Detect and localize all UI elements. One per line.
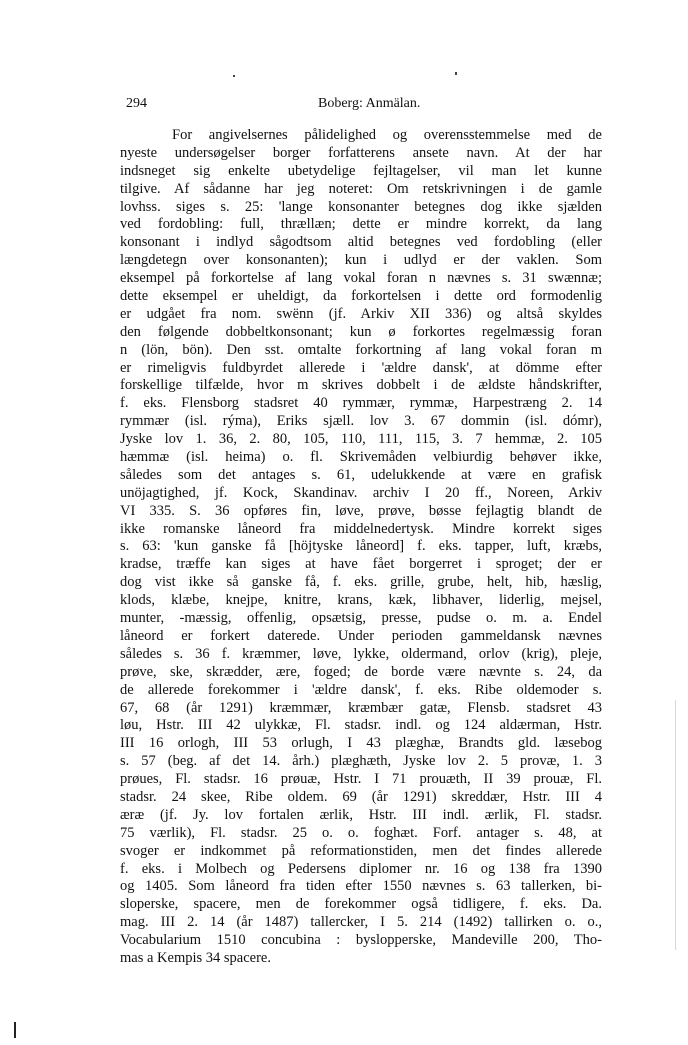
text-line: løu, Hstr. III 42 ulykkæ, Fl. stadsr. indl. og 124 aldærman, Hstr. [120,717,602,734]
page-number: 294 [126,96,147,111]
text-line: f. eks. Flensborg stadsret 40 rymmær, rymmæ, Harpestræng 2. 14 [120,395,602,412]
text-line: s. 57 (beg. af det 14. årh.) plæghæth, Jyske lov 2. 5 provæ, 1. 3 [120,753,602,770]
text-line: svoger er indkommet på reformationstiden, men det findes allerede [120,842,602,859]
text-line: ikke romanske låneord fra middelnedertysk. Mindre korrekt siges [120,520,602,537]
text-line: konsonant i indlyd sågodtsom altid betegnes ved fordobling (eller [120,234,602,251]
text-line: prøues, Fl. stadsr. 16 prøuæ, Hstr. I 71 prouæth, II 39 prouæ, Fl. [120,771,602,788]
text-line: den følgende dobbeltkonsonant; kun ø forkortes regelmæssig foran [120,323,602,340]
text-line: VI 335. S. 36 opføres fin, løve, prøve, bøsse fejlagtig blandt de [120,502,602,519]
text-line: de allerede forekommer i 'ældre dansk', f. eks. Ribe oldemoder s. [120,681,602,698]
body-text [120,127,602,968]
text-line: og 1405. Som låneord fra tiden efter 1550 nævnes s. 63 tallerken, bi- [120,878,602,895]
text-line: således s. 36 f. kræmmer, løve, lykke, oldermand, orlov (krig), pleje, [120,645,602,662]
text-line: tilgive. Af sådanne har jeg noteret: Om retskrivningen i de gamle [120,180,602,197]
text-line: unöjagtighed, jf. Kock, Skandinav. archiv I 20 ff., Noreen, Arkiv [120,484,602,501]
text-line: III 16 orlogh, III 53 orlugh, I 43 plæghæ, Brandts gld. læsebog [120,735,602,752]
text-line: dette eksempel er uheldigt, da forkortelsen i dette ord formodenlig [120,288,602,305]
text-line: f. eks. i Molbech og Pedersens diplomer nr. 16 og 138 fra 1390 [120,860,602,877]
text-line: rymmær (isl. rýma), Eriks sjæll. lov 3. 67 dommin (isl. dómr), [120,413,602,430]
text-line: klods, klæbe, knejpe, knitre, krans, kæk, libhaver, liderlig, mejsel, [120,592,602,609]
text-line: forskellige tilfælde, hvor m skrives dobbelt i de ældste håndskrifter, [120,377,602,394]
text-line: indsneget sig enkelte ubetydelige fejltagelser, vil man let kunne [120,162,602,179]
text-line: er udgået fra nom. swënn (jf. Arkiv XII 336) og altså skyldes [120,305,602,322]
text-line: 75 værlik), Fl. stadsr. 25 o. o. foghæt. Forf. antager s. 48, at [120,824,602,841]
text-line: hæmmæ (isl. heima) o. fl. Skrivemåden velbiurdig behøver ikke, [120,449,602,466]
text-line: For angivelsernes pålidelighed og overensstemmelse med de [172,127,602,143]
margin-mark [14,1022,16,1038]
page-header [126,96,598,116]
text-line: ved fordobling: full, thrællæn; dette er mindre korrekt, da lang [120,216,602,233]
speck-mark [233,75,235,77]
text-line: længdetegn over konsonanten); kun i udlyd er der vaklen. Som [120,252,602,269]
text-line: munter, -mæssig, offenlig, opsætsig, presse, pudse o. m. a. Endel [120,610,602,627]
text-line: mag. III 2. 14 (år 1487) tallercker, I 5. 214 (1492) tallirken o. o., [120,914,602,931]
text-line: æræ (jf. Jy. lov fortalen ærlik, Hstr. III indl. ærlik, Fl. stadsr. [120,806,602,823]
text-line: således som det antages s. 61, udelukkende at være en grafisk [120,466,602,483]
text-line: s. 63: 'kun ganske få [höjtyske låneord] f. eks. tapper, luft, kræbs, [120,538,602,555]
text-line: dog vist ikke så ganske få, f. eks. grille, grube, helt, hib, hæslig, [120,574,602,591]
running-head: Boberg: Anmälan. [318,96,421,111]
text-line: er rimeligvis fuldbyrdet allerede i 'ældre dansk', at dömme efter [120,359,602,376]
text-line: stadsr. 24 skee, Ribe oldem. 69 (år 1291) skreddær, Hstr. III 4 [120,788,602,805]
text-line: 67, 68 (år 1291) kræmmær, kræmbær gatæ, Flensb. stadsret 43 [120,699,602,716]
text-line: n (lön, bön). Den sst. omtalte forkortning af lang vokal foran m [120,341,602,358]
speck-mark [455,72,457,75]
text-line: Jyske lov 1. 36, 2. 80, 105, 110, 111, 115, 3. 7 hemmæ, 2. 105 [120,431,602,448]
text-line: kradse, træffe kan siges at have fået borgerret i sproget; der er [120,556,602,573]
text-line: sloperske, spacere, men de forekommer også tidligere, f. eks. Da. [120,896,602,913]
text-line: prøve, ske, skrædder, ære, foged; de borde være nævnte s. 24, da [120,663,602,680]
text-line: låneord er forkert daterede. Under perioden gammeldansk nævnes [120,627,602,644]
text-line: lovhss. siges s. 25: 'lange konsonanter betegnes dog ikke sjælden [120,198,602,215]
text-line: nyeste undersøgelser borger forfatterens ansete navn. At der har [120,144,602,161]
text-line: eksempel på forkortelse af lang vokal foran n nævnes s. 31 swænnæ; [120,270,602,287]
text-line: Vocabularium 1510 concubina : byslopperske, Mandeville 200, Tho- [120,932,602,949]
text-line: mas a Kempis 34 spacere. [120,949,271,966]
page-edge-shadow [675,700,676,950]
